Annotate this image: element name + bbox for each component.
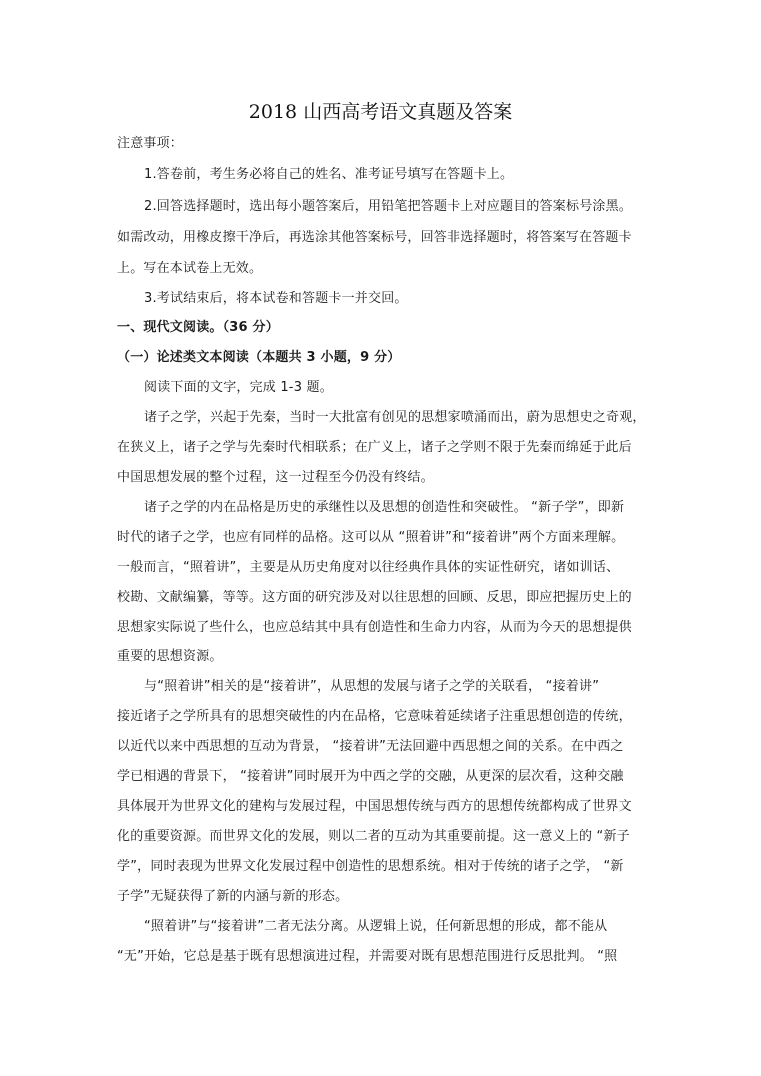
paragraph-2-line-5: 思想家实际说了些什么，也应总结其中具有创造性和生命力内容，从而为今天的思想提供 <box>117 620 632 635</box>
paragraph-1-line-1: 诸子之学，兴起于先秦，当时一大批富有创见的思想家喷涌而出，蔚为思想史之奇观， <box>144 410 646 425</box>
paragraph-3-line-8: 子学”无疑获得了新的内涵与新的形态。 <box>117 889 349 904</box>
paragraph-1-line-3: 中国思想发展的整个过程，这一过程至今仍没有终结。 <box>117 470 434 485</box>
paragraph-4-line-2: “无”开始，它总是基于既有思想演进过程，并需要对既有思想范围进行反思批判。 “照 <box>117 949 618 964</box>
paragraph-2-line-1: 诸子之学的内在品格是历史的承继性以及思想的创造性和突破性。 “新子学”，即新 <box>144 500 625 515</box>
paragraph-3-line-4: 学已相遇的背景下， “接着讲”同时展开为中西之学的交融，从更深的层次看，这种交融 <box>117 769 624 784</box>
paragraph-3-line-2: 接近诸子之学所具有的思想突破性的内在品格，它意味着延续诸子注重思想创造的传统， <box>117 709 632 724</box>
notice-item-1: 1.答卷前，考生务必将自己的姓名、准考证号填写在答题卡上。 <box>144 167 514 182</box>
notice-heading: 注意事项： <box>117 136 184 151</box>
notice-item-3: 3.考试结束后，将本试卷和答题卡一并交回。 <box>144 291 408 306</box>
notice-item-2-line-2: 如需改动，用橡皮擦干净后，再选涂其他答案标号，回答非选择题时，将答案写在答题卡 <box>117 230 632 245</box>
section-heading: 一、现代文阅读。（36 分） <box>117 320 279 335</box>
paragraph-3-line-6: 化的重要资源。而世界文化的发展，则以二者的互动为其重要前提。这一意义上的 “新子 <box>117 829 630 844</box>
paragraph-1-line-2: 在狭义上，诸子之学与先秦时代相联系；在广义上，诸子之学则不限于先秦而绵延于此后 <box>117 440 632 455</box>
notice-item-2-line-3: 上。写在本试卷上无效。 <box>117 261 263 276</box>
paragraph-3-line-7: 学”，同时表现为世界文化发展过程中创造性的思想系统。相对于传统的诸子之学， “新 <box>117 859 624 874</box>
paragraph-3-line-5: 具体展开为世界文化的建构与发展过程，中国思想传统与西方的思想传统都构成了世界文 <box>117 799 632 814</box>
paragraph-2-line-6: 重要的思想资源。 <box>117 649 223 664</box>
subsection-heading: （一）论述类文本阅读（本题共 3 小题，9 分） <box>117 350 401 365</box>
reading-instruction: 阅读下面的文字，完成 1-3 题。 <box>144 380 333 395</box>
paragraph-2-line-3: 一般而言，“照着讲”，主要是从历史角度对以往经典作具体的实证性研究，诸如训话、 <box>117 560 620 575</box>
paragraph-3-line-3: 以近代以来中西思想的互动为背景， “接着讲”无法回避中西思想之间的关系。在中西之 <box>117 739 624 754</box>
notice-item-2-line-1: 2.回答选择题时，选出每小题答案后，用铅笔把答题卡上对应题目的答案标号涂黑。 <box>144 199 633 214</box>
document-title: 2018 山西高考语文真题及答案 <box>248 101 513 123</box>
paragraph-2-line-2: 时代的诸子之学，也应有同样的品格。这可以从 “照着讲”和“接着讲”两个方面来理解。 <box>117 530 625 545</box>
paragraph-3-line-1: 与“照着讲”相关的是“接着讲”，从思想的发展与诸子之学的关联看， “接着讲” <box>144 679 600 694</box>
paragraph-4-line-1: “照着讲”与“接着讲”二者无法分离。从逻辑上说，任何新思想的形成，都不能从 <box>144 919 608 934</box>
paragraph-2-line-4: 校勘、文献编纂，等等。这方面的研究涉及对以往思想的回顾、反思，即应把握历史上的 <box>117 590 632 605</box>
